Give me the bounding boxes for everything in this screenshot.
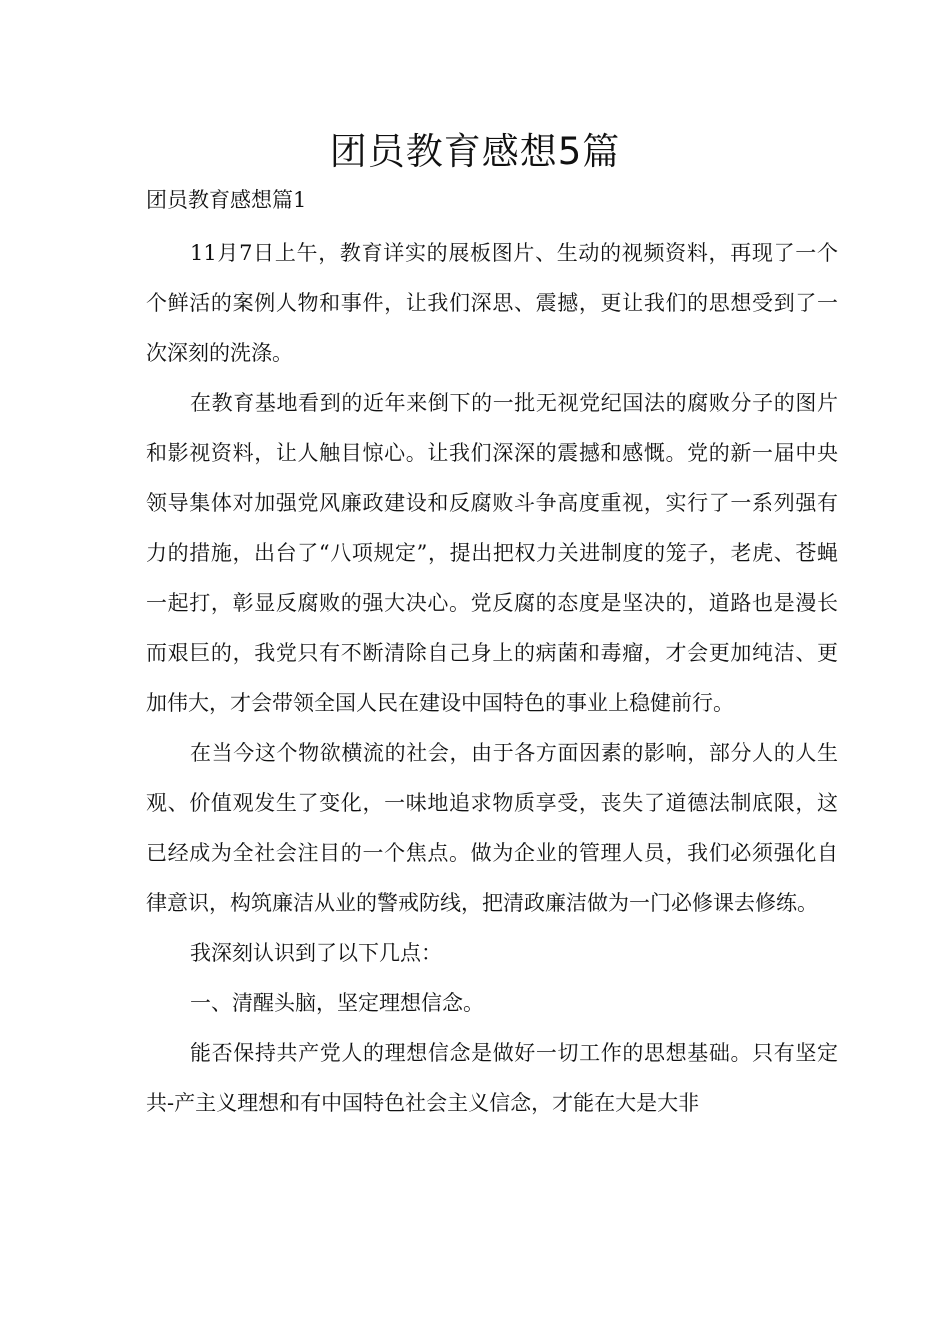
document-title: 团员教育感想5篇: [329, 130, 621, 173]
document-body: [146, 178, 838, 1128]
section-heading: 团员教育感想篇1: [146, 188, 307, 212]
paragraph-5: 一、清醒头脑，坚定理想信念。: [190, 991, 484, 1015]
paragraph-3: 在当今这个物欲横流的社会，由于各方面因素的影响，部分人的人生观、价值观发生了变化，一味地追求物质享受，丧失了道德法制底限，这已经成为全社会注目的一个焦点。做为企业的管理人员，我们必须强化自律意识，构筑廉洁从业的警戒防线，把清政廉洁做为一门必修课去修练。: [146, 741, 838, 915]
paragraph-6: 能否保持共产党人的理想信念是做好一切工作的思想基础。只有坚定共-产主义理想和有中国特色社会主义信念，才能在大是大非: [146, 1041, 838, 1115]
paragraph-1: 11月7日上午，教育详实的展板图片、生动的视频资料，再现了一个个鲜活的案例人物和事件，让我们深思、震撼，更让我们的思想受到了一次深刻的洗涤。: [146, 241, 838, 365]
paragraph-4: 我深刻认识到了以下几点：: [190, 941, 442, 965]
paragraph-2: 在教育基地看到的近年来倒下的一批无视党纪国法的腐败分子的图片和影视资料，让人触目惊心。让我们深深的震撼和感慨。党的新一届中央领导集体对加强党风廉政建设和反腐败斗争高度重视，实行了一系列强有力的措施，出台了“八项规定”，提出把权力关进制度的笼子，老虎、苍蝇一起打，彰显反腐败的强大决心。党反腐的态度是坚决的，道路也是漫长而艰巨的，我党只有不断清除自己身上的病菌和毒瘤，才会更加纯洁、更加伟大，才会带领全国人民在建设中国特色的事业上稳健前行。: [146, 391, 838, 715]
